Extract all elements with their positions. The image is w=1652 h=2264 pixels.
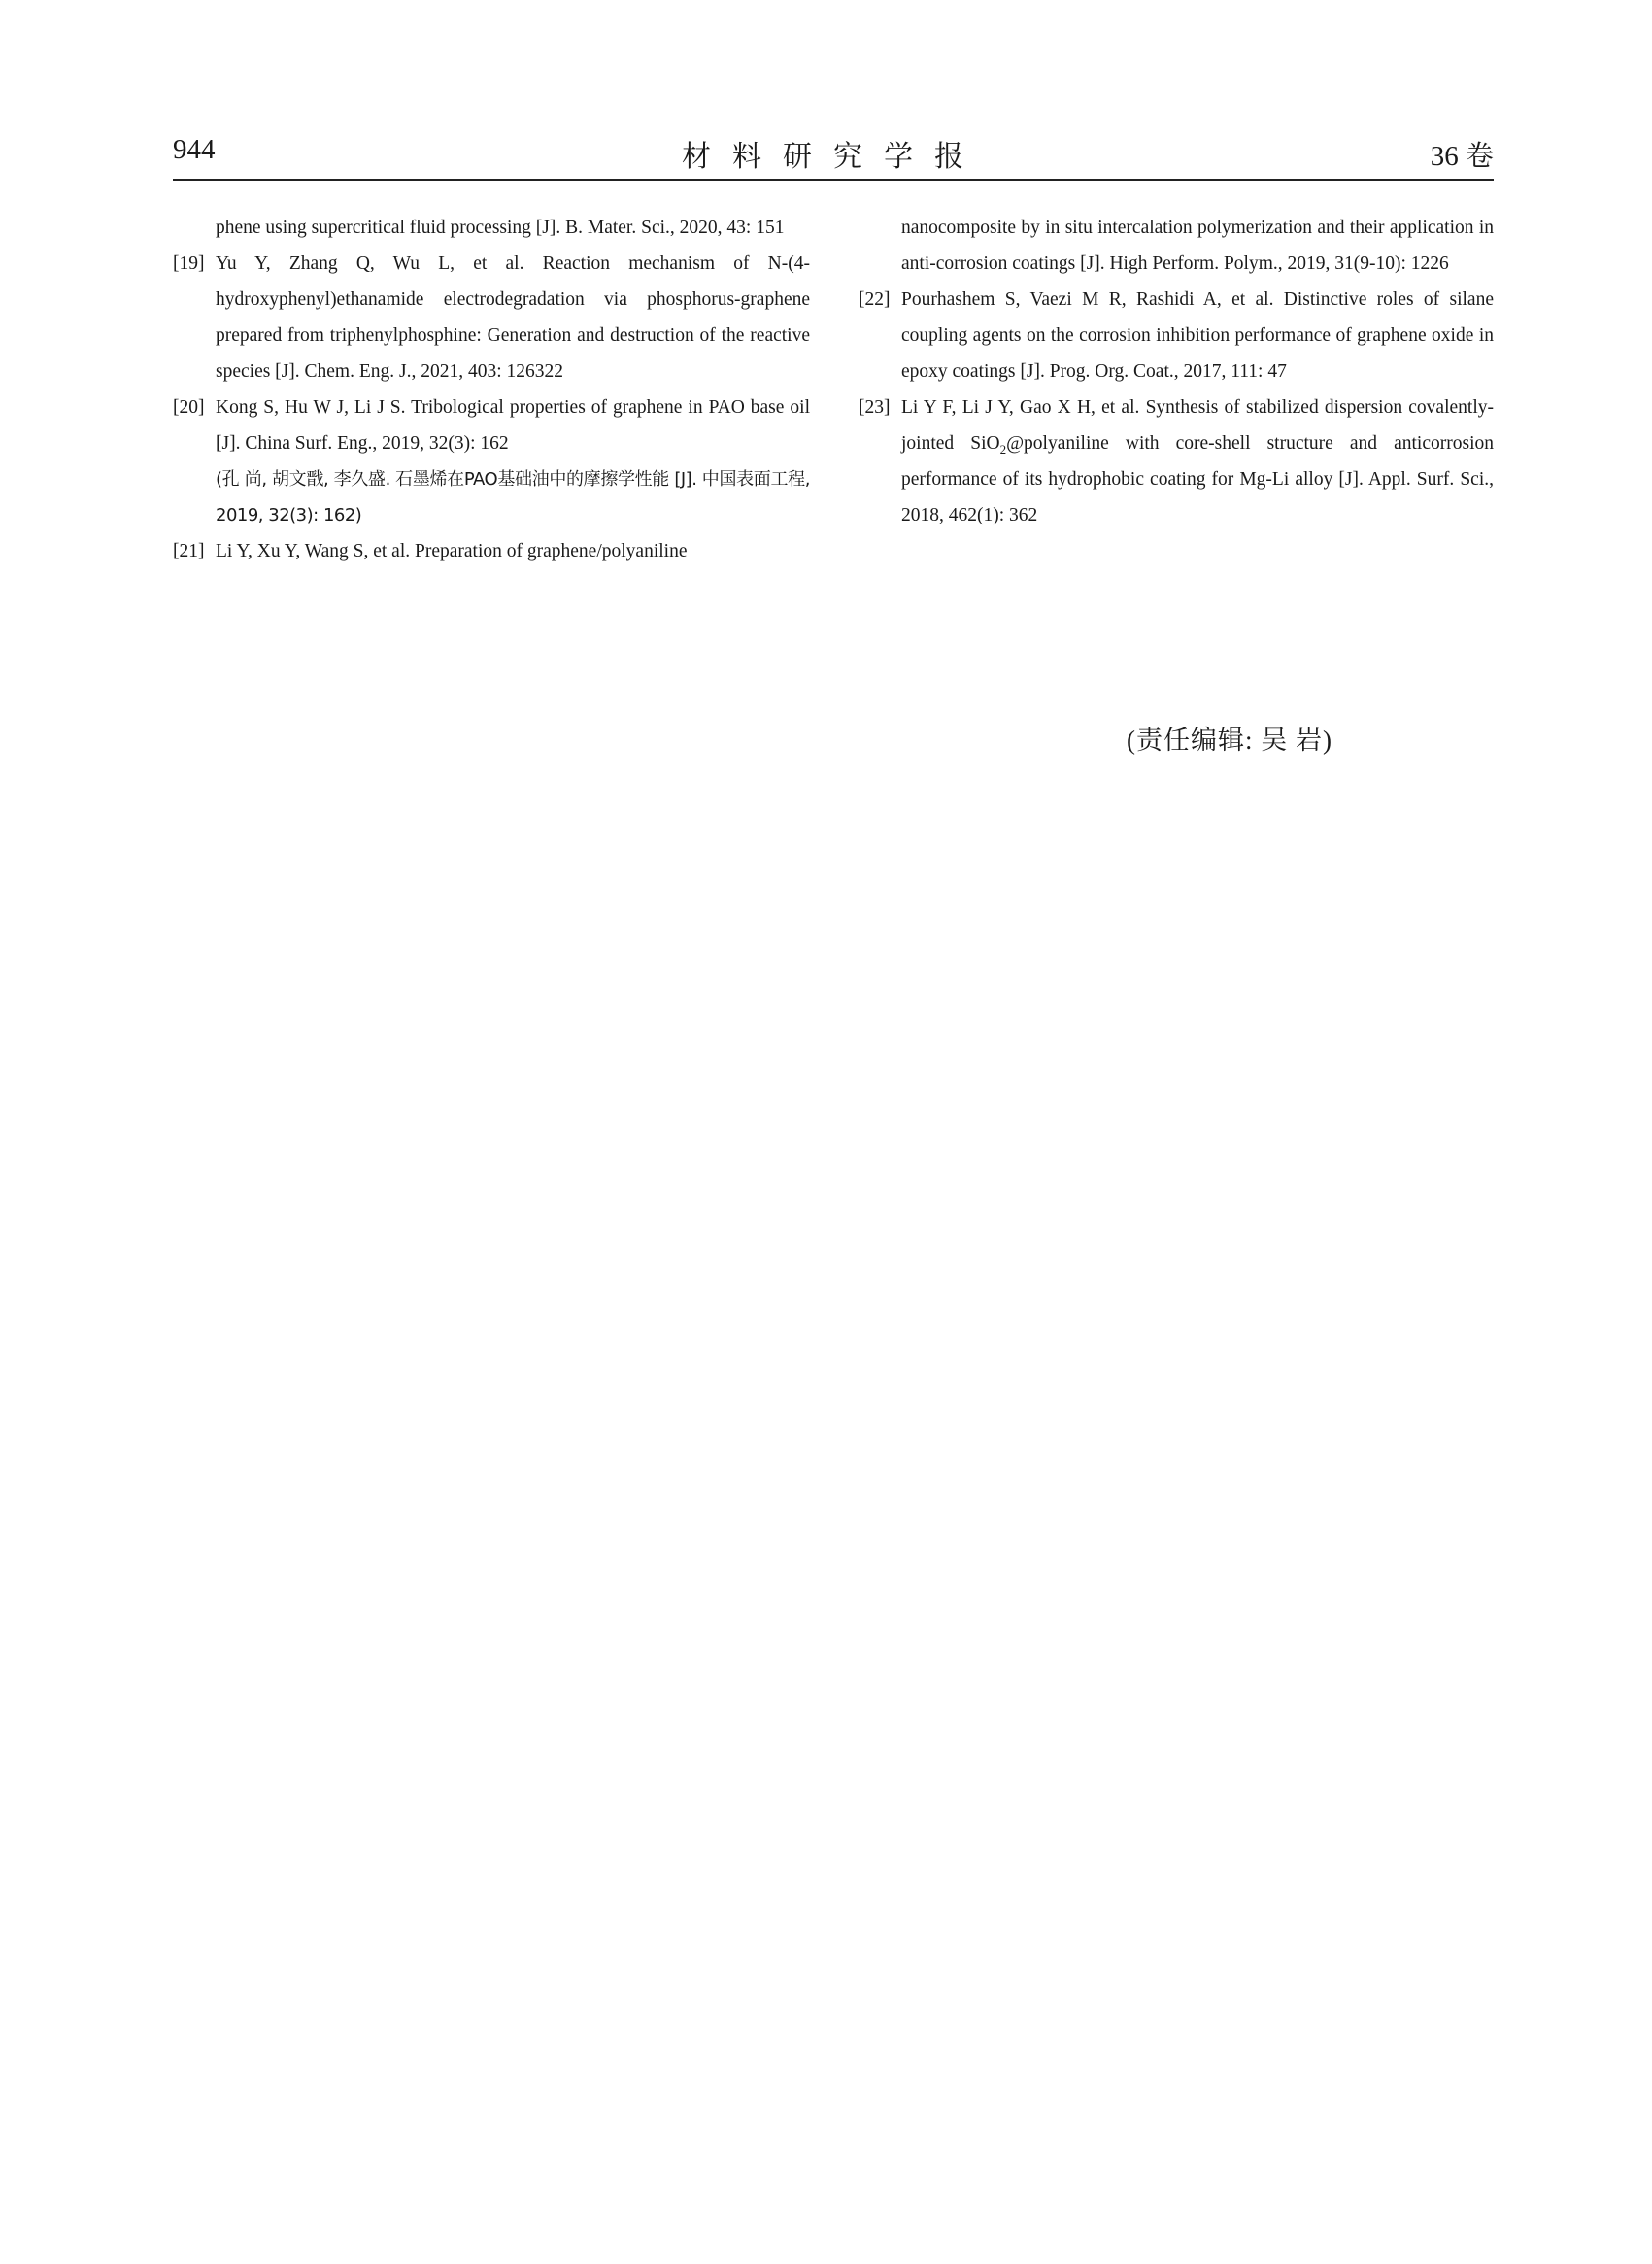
- reference-text: Li Y, Xu Y, Wang S, et al. Preparation of graphene/polyaniline: [216, 541, 688, 561]
- reference-21: [173, 533, 810, 569]
- header-rule: [173, 179, 1494, 181]
- volume-label: 36 卷: [1430, 141, 1494, 172]
- reference-text: Yu Y, Zhang Q, Wu L, et al. Reaction mechanism of N-(4-hydroxyphenyl)ethanamide electrodegradation via phosphorus-graphene prepared from triphenylphosphine: Generation and destruction of the reactive species [J]. Chem. Eng. J., 2021, 403: 126322: [216, 253, 810, 382]
- reference-text: Li Y F, Li J Y, Gao X H, et al. Synthesis of stabilized dispersion covalently-jointed SiO$_2$@polyaniline with core-shell structure and anticorrosion performance of its hydrophobic coating for Mg-Li alloy [J]. Appl. Surf. Sci., 2018, 462(1): 362: [901, 397, 1494, 525]
- reference-text: phene using supercritical fluid processing [J]. B. Mater. Sci., 2020, 43: 151: [216, 218, 785, 238]
- reference-text: Kong S, Hu W J, Li J S. Tribological properties of graphene in PAO base oil [J]. China Surf. Eng., 2019, 32(3): 162: [216, 397, 810, 454]
- reference-continuation: [173, 210, 810, 246]
- reference-19: [173, 246, 810, 389]
- reference-chinese-text: (孔 尚, 胡文戬, 李久盛. 石墨烯在PAO基础油中的摩擦学性能 [J]. 中国表面工程, 2019, 32(3): 162): [216, 469, 810, 525]
- page-header: [173, 128, 1494, 177]
- page-number: 944: [173, 134, 216, 165]
- editor-note: (责任编辑: 吴 岩): [1127, 726, 1332, 755]
- reference-number: [23]: [859, 397, 891, 418]
- reference-23: [859, 389, 1494, 533]
- left-column: [173, 210, 810, 569]
- reference-20: [173, 389, 810, 533]
- right-column: [859, 210, 1494, 533]
- reference-text: nanocomposite by in situ intercalation polymerization and their application in anti-corrosion coatings [J]. High Perform. Polym., 2019, 31(9-10): 1226: [901, 218, 1494, 274]
- reference-number: [22]: [859, 289, 891, 310]
- reference-number: [19]: [173, 253, 205, 274]
- reference-number: [21]: [173, 541, 205, 561]
- reference-text: Pourhashem S, Vaezi M R, Rashidi A, et al. Distinctive roles of silane coupling agents on the corrosion inhibition performance of graphene oxide in epoxy coatings [J]. Prog. Org. Coat., 2017, 111: 47: [901, 289, 1494, 382]
- reference-number: [20]: [173, 397, 205, 418]
- reference-22: [859, 282, 1494, 389]
- journal-title: 材料研究学报: [682, 141, 985, 173]
- reference-continuation: [859, 210, 1494, 282]
